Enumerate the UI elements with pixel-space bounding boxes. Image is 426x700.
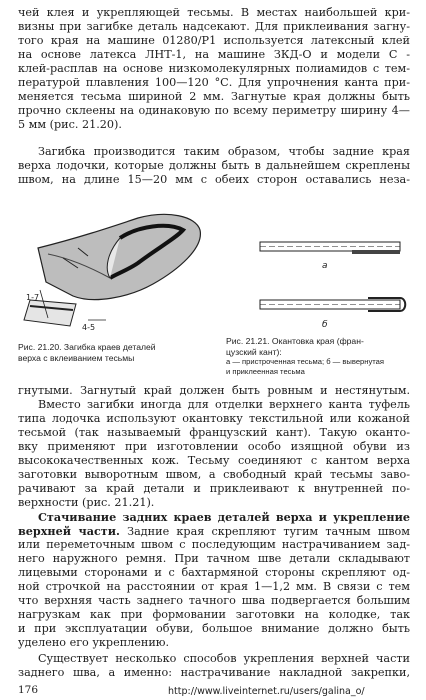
text-line: него наружного ремня. При тачном шве детали складывают [18, 552, 410, 565]
figure-21-21-drawing [250, 232, 415, 332]
text-line: пературой плавления 100—120 °С. Для упрочнения канта при- [18, 76, 410, 89]
page-number: 176 [18, 684, 39, 696]
text-line: визны при загибке деталь надсекают. Для приклеивания загну- [18, 20, 410, 33]
text-line: и при эксплуатации обуви, большое внимание должно быть [18, 622, 410, 635]
label-1-7: 1-7 [26, 293, 40, 302]
text-line: Загибка производится таким образом, чтобы задние края [38, 145, 410, 158]
text-line: прочно склеены на одинаковую по всему периметру ширину 4— [18, 104, 410, 117]
text-line: Вместо загибки иногда для отделки верхнего канта туфель [38, 398, 410, 411]
text-line: высококачественных кож. Тесьму соединяют с кантом верха [18, 454, 410, 467]
text-fragment: Задние края скрепляют тугим тачным швом [119, 525, 410, 538]
figure-21-20-caption [18, 342, 218, 363]
text-line: 5 мм (рис. 21.20). [18, 118, 122, 131]
text-line: лицевыми сторонами и с бахтармяной стороны скрепляют од- [18, 566, 410, 579]
text-line: того края на машине 01280/Р1 используется латексный клей [18, 34, 410, 47]
text-line: тесьмой (так называемый французский кант). Такую оканто- [18, 426, 410, 439]
text-line: на основе латекса ЛНТ-1, на машине ЗКД-О и модели С - [18, 48, 410, 61]
section-heading-line: верхней части. [18, 524, 120, 538]
third-paragraph [18, 384, 410, 510]
text-line: клей-расплав на основе низкомолекулярных полиамидов с тем- [18, 62, 410, 75]
text-line: типа лодочка используют окантовку текстильной или кожаной [18, 412, 410, 425]
caption-line: цузский кант): [226, 346, 282, 357]
caption-line: Рис. 21.20. Загибка краев деталей [18, 342, 156, 352]
text-line: рачивают за край детали и приклеивают к внутренней по- [18, 482, 410, 495]
text-line: или переметочным швом с последующим настрачиванием зад- [18, 538, 410, 551]
footer-url-link[interactable]: http://www.liveinternet.ru/users/galina_o/ [168, 686, 365, 697]
fifth-paragraph [18, 652, 410, 680]
text-line: верха лодочки, которые должны быть в дальнейшем скреплены [18, 159, 410, 172]
text-line: швом, на длине 15—20 мм с обеих сторон оставались неза- [18, 173, 410, 186]
label-a: а [322, 261, 328, 271]
label-b: б [322, 320, 328, 330]
caption-sub-line: а — пристроченная тесьма; б — вывернутая [226, 357, 384, 366]
text-line [18, 524, 410, 538]
text-line: заднего шва, а именно: настрачивание накладной закрепки, [18, 666, 410, 679]
text-line: чей клея и укрепляющей тесьмы. В местах наибольшей кри- [18, 6, 410, 19]
text-line: Существует несколько способов укрепления верхней части [38, 652, 410, 665]
text-line: гнутыми. Загнутый край должен быть ровным и нестянутым. [18, 384, 410, 397]
text-line: нагрузкам как при формовании заготовки на колодке, так [18, 608, 410, 621]
figure-21-21-caption [226, 336, 418, 376]
label-4-5: 4-5 [82, 323, 96, 332]
second-paragraph [18, 145, 410, 187]
caption-line: Рис. 21.21. Окантовка края (фран- [226, 336, 364, 346]
text-line: верхности (рис. 21.21). [18, 496, 155, 509]
top-paragraph [18, 6, 410, 132]
figure-21-20-drawing [18, 208, 218, 338]
fourth-paragraph [18, 510, 410, 650]
text-line: что верхняя часть заднего тачного шва подвергается большим [18, 594, 410, 607]
text-line: заготовки выворотным швом, а свободный край тесьмы заво- [18, 468, 410, 481]
caption-sub-line: и приклеенная тесьма [226, 366, 305, 376]
text-line: уделено его укреплению. [18, 636, 170, 649]
text-line: ной строчкой на расстоянии от края 1—1,2 мм. В связи с тем [18, 580, 410, 593]
text-line: вку применяют при изготовлении особо изящной обуви из [18, 440, 410, 453]
text-line: меняется тесьма шириной 2 мм. Загнутые края должны быть [18, 90, 410, 103]
caption-line: верха с вклеиванием тесьмы [18, 352, 135, 363]
section-heading-line: Стачивание задних краев деталей верха и укрепление [38, 510, 410, 524]
